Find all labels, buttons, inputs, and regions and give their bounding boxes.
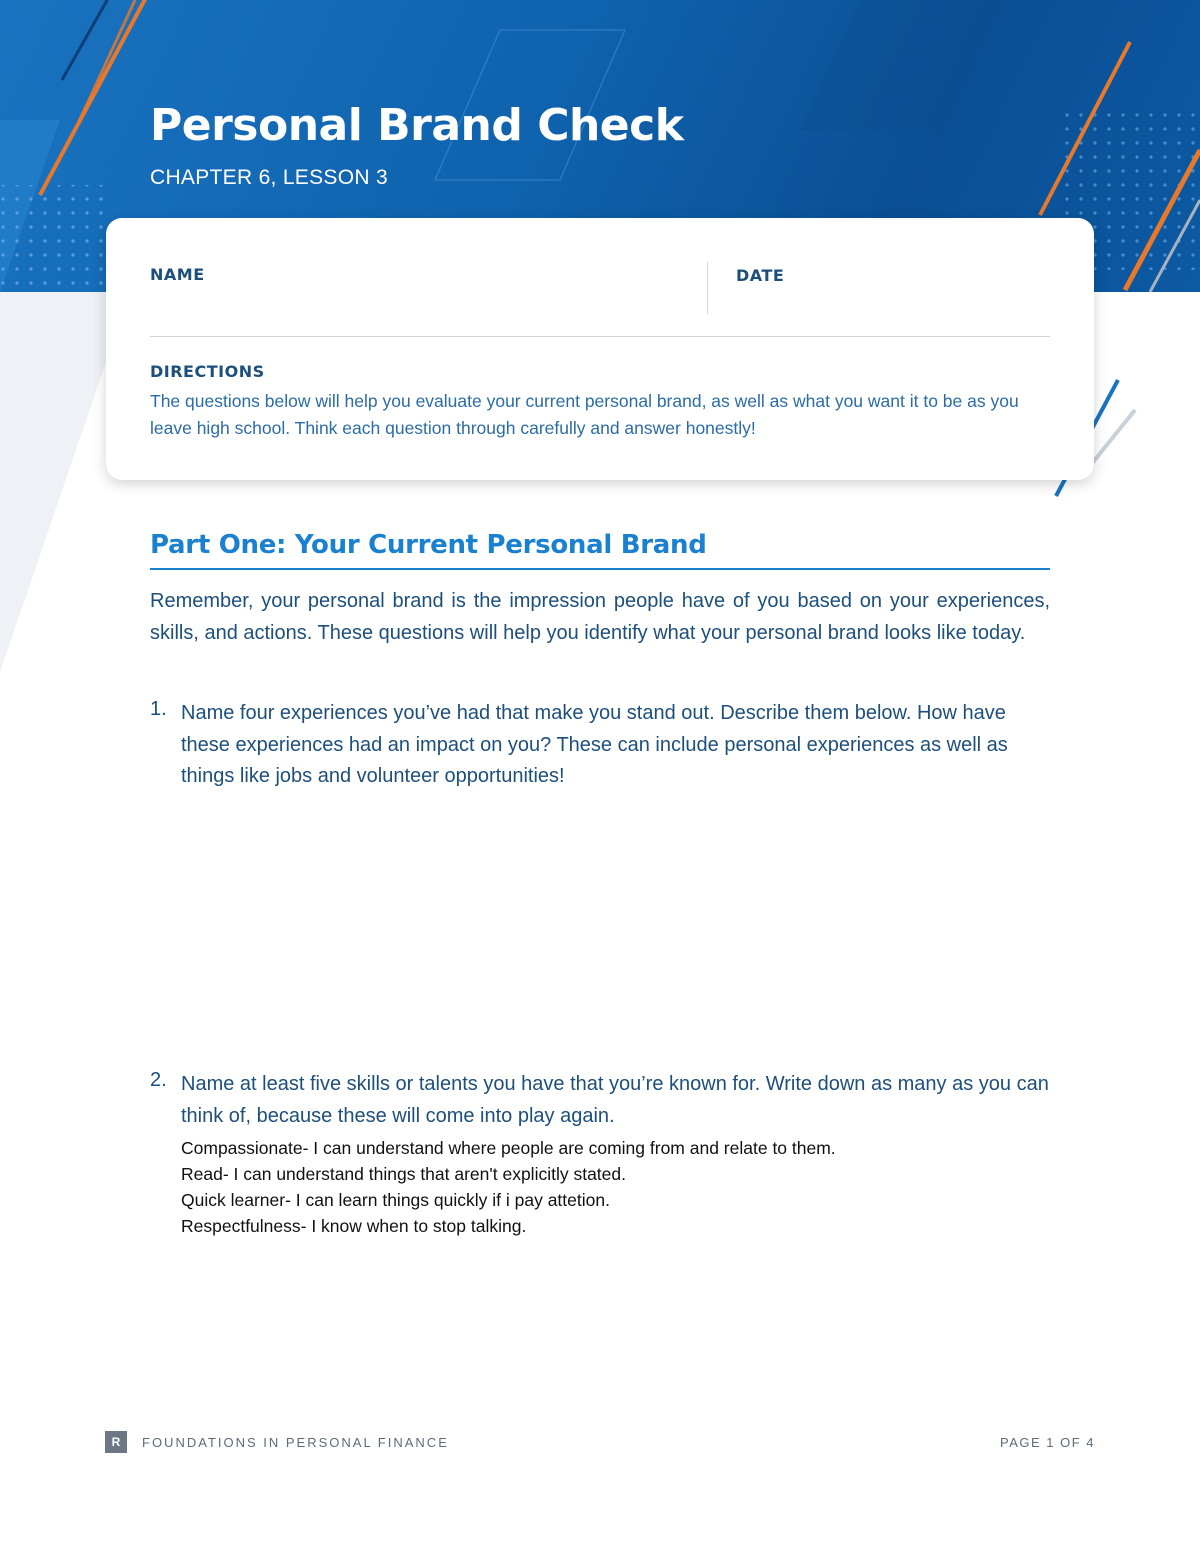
page-title: Personal Brand Check xyxy=(150,100,684,151)
footer-course-name: FOUNDATIONS IN PERSONAL FINANCE xyxy=(142,1435,449,1450)
question-number: 2. xyxy=(150,1069,167,1091)
directions-text: The questions below will help you evaluate your current personal brand, as well as what you want it to be as you leave high school. Think each question through carefully and answer honestly! xyxy=(150,391,1019,438)
question-2-answer[interactable] xyxy=(181,1135,836,1239)
question-1-text: Name four experiences you’ve had that make you stand out. Describe them below. How have these experiences had an impact on you? These can include personal experiences as well as things like jobs and volunteer opportunities! xyxy=(181,702,1008,787)
answer-line: Compassionate- I can understand where people are coming from and relate to them. xyxy=(181,1138,836,1158)
answer-line: Respectfulness- I know when to stop talking. xyxy=(181,1216,527,1236)
section-heading: Part One: Your Current Personal Brand xyxy=(150,530,707,560)
question-2-text: Name at least five skills or talents you have that you’re known for. Write down as many as you can think of, because these will come into play again. xyxy=(181,1073,1049,1127)
brand-logo-icon: R xyxy=(105,1431,127,1453)
answer-line: Quick learner- I can learn things quickly if i pay attetion. xyxy=(181,1190,610,1210)
question-number: 1. xyxy=(150,698,167,720)
directions-label: DIRECTIONS xyxy=(150,362,265,381)
card-divider xyxy=(150,336,1050,337)
section-rule xyxy=(150,568,1050,570)
info-card xyxy=(106,218,1094,480)
answer-line: Read- I can understand things that aren't explicitly stated. xyxy=(181,1164,626,1184)
name-label: NAME xyxy=(150,265,205,284)
date-label: DATE xyxy=(736,266,785,285)
page-background-shape xyxy=(0,292,1200,1553)
page-number: PAGE 1 OF 4 xyxy=(999,1435,1095,1450)
page-subtitle: CHAPTER 6, LESSON 3 xyxy=(150,166,388,189)
section-intro: Remember, your personal brand is the impression people have of you based on your experiences, skills, and actions. These questions will help you identify what your personal brand looks like today. xyxy=(150,590,1050,644)
field-divider xyxy=(707,262,708,314)
